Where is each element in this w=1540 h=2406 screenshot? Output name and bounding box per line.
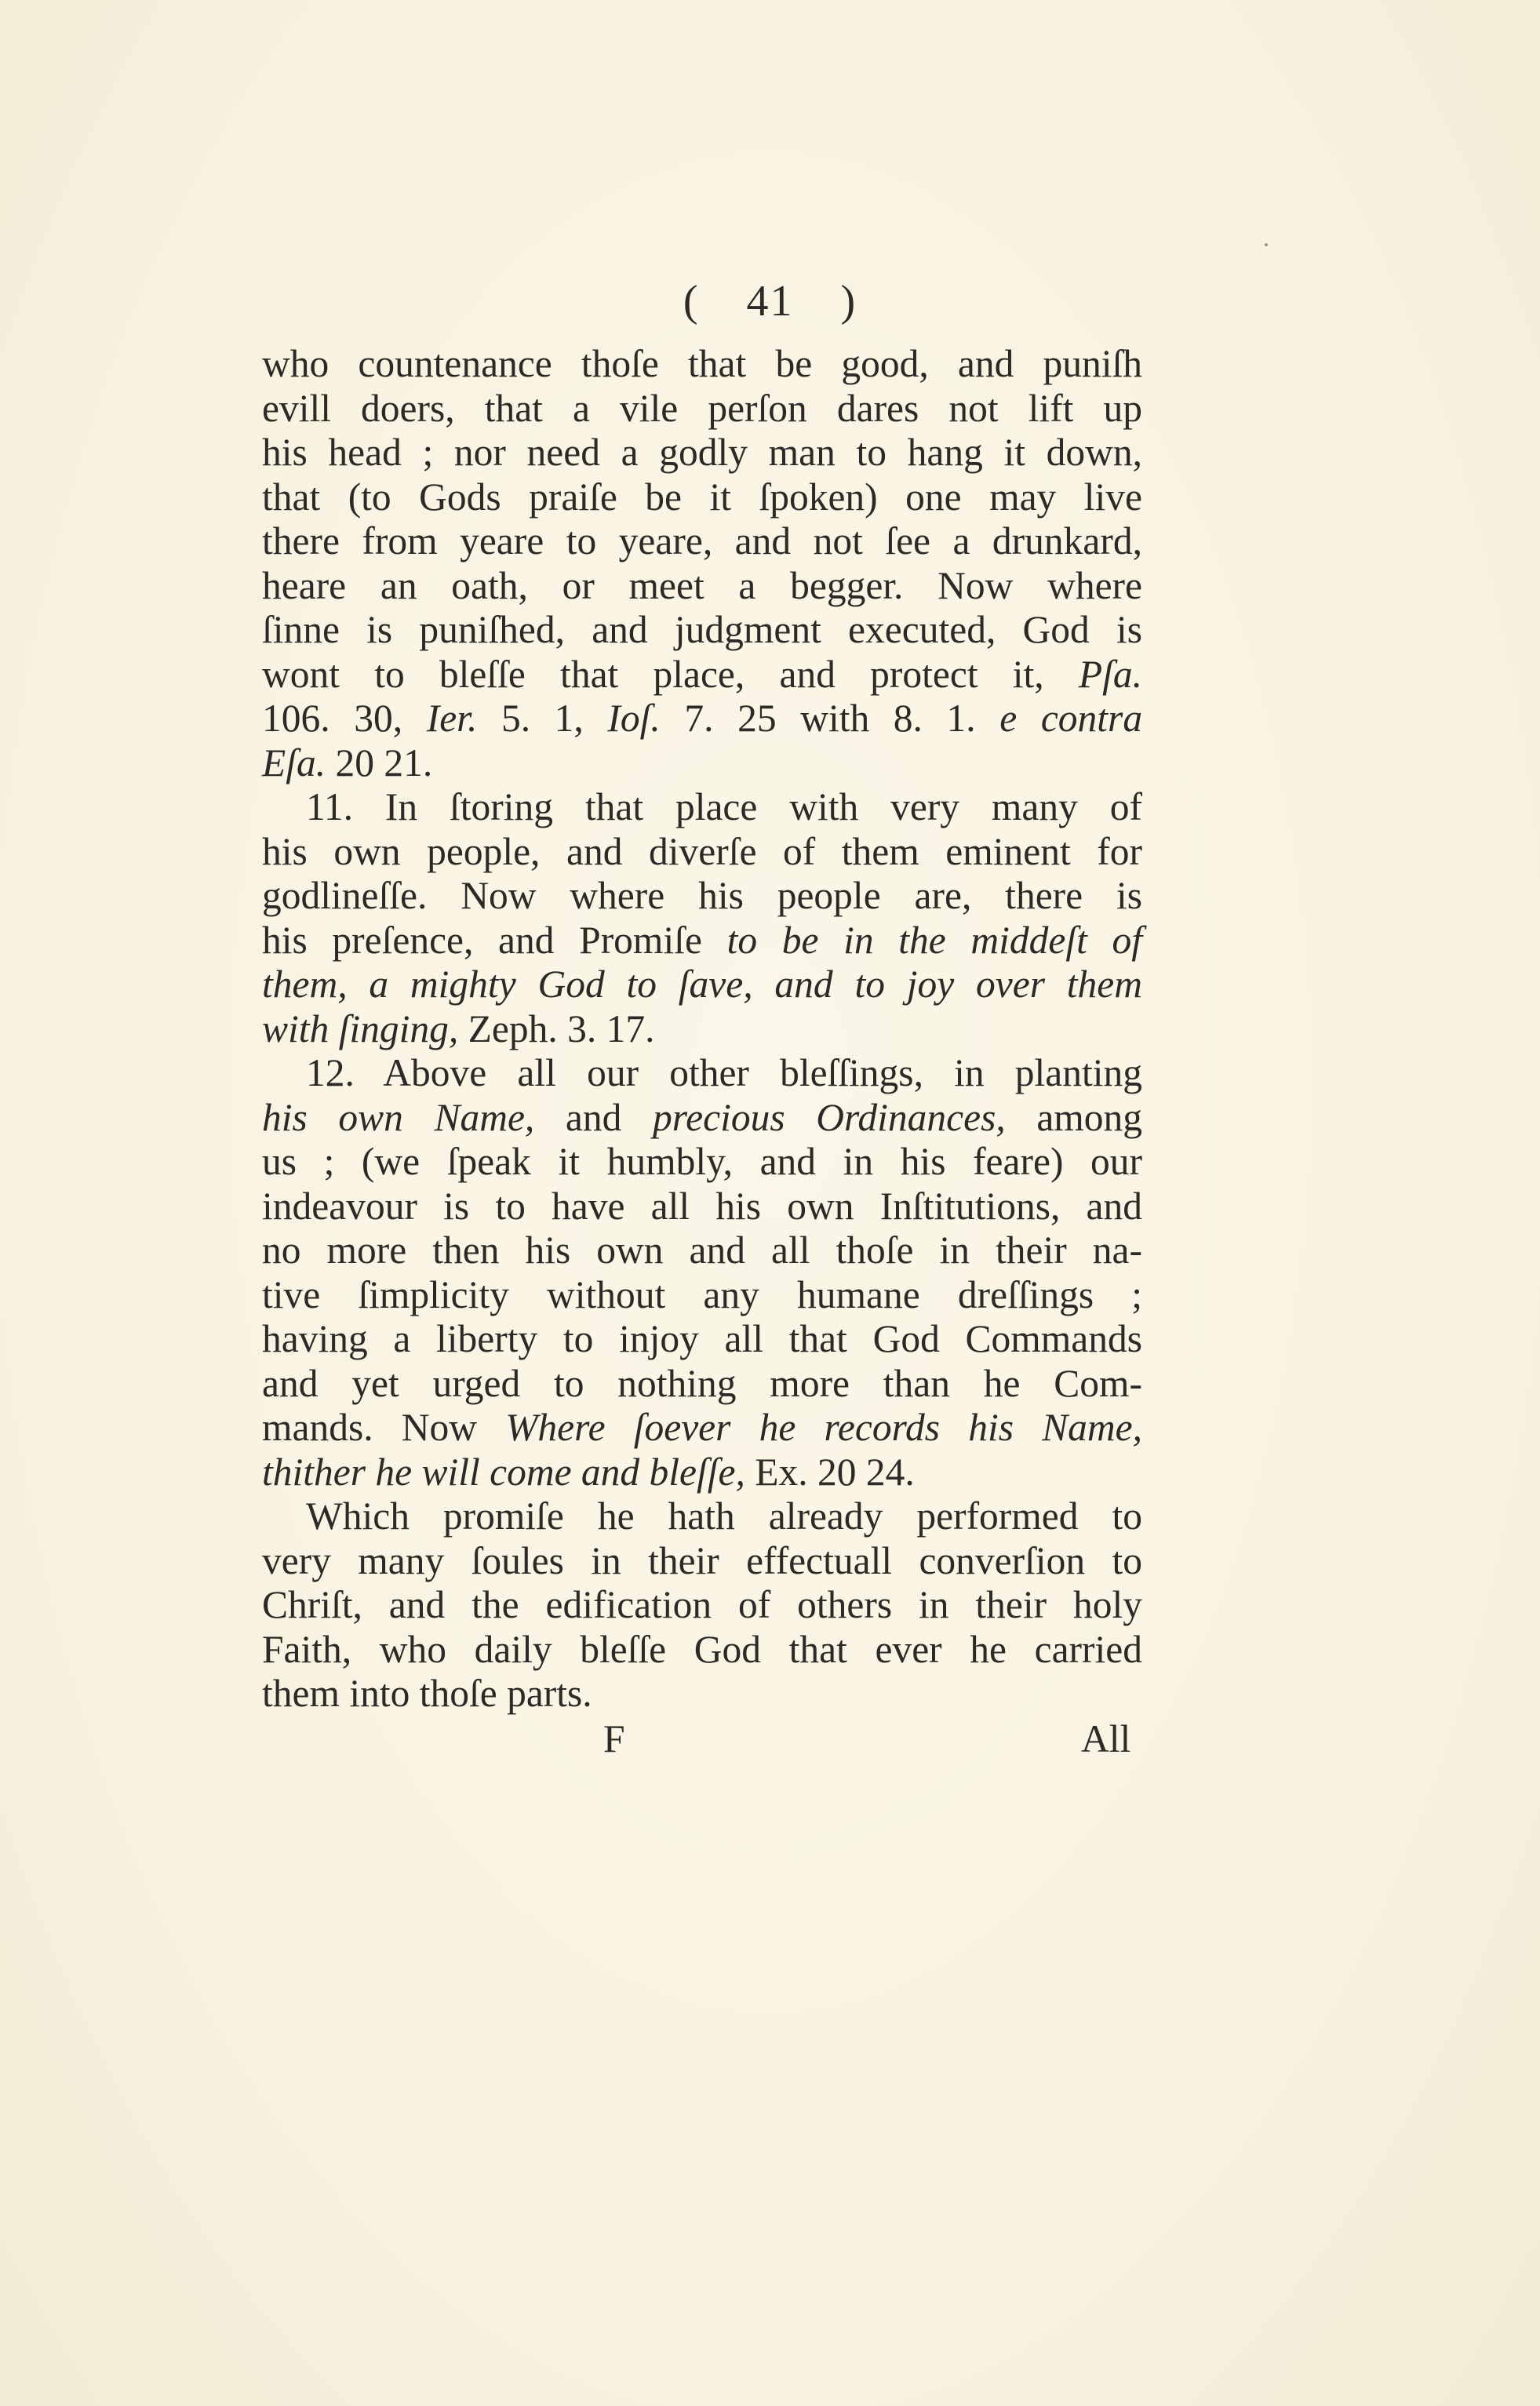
italic-phrase: Where ſoever he records his Name,	[505, 1406, 1142, 1449]
text-line	[262, 697, 1142, 741]
line-text: his preſence, and Promiſe	[262, 918, 702, 962]
line-text: 20 21.	[335, 741, 433, 784]
line-text: 5. 1,	[501, 697, 584, 740]
text-line	[262, 1096, 1142, 1141]
text-line	[262, 919, 1142, 963]
text-line: no more then his own and all thoſe in their na-	[262, 1228, 1142, 1272]
text-line: that (to Gods praiſe be it ſpoken) one may live	[262, 475, 1142, 519]
paren-open: (	[683, 277, 700, 326]
text-line	[262, 1007, 1142, 1052]
text-line: Chriſt, and the edification of others in their holy	[262, 1583, 1142, 1626]
text-line: them into thoſe parts.	[262, 1672, 592, 1715]
text-line: Faith, who daily bleſſe God that ever he carried	[262, 1627, 1142, 1671]
italic-phrase: them, a mighty God to ſave, and to joy over them	[262, 963, 1142, 1006]
text-line: his own people, and diverſe of them eminent for	[262, 829, 1142, 873]
scripture-ref: Eſa.	[262, 741, 326, 784]
text-line: heare an oath, or meet a begger. Now where	[262, 563, 1142, 607]
italic-phrase: with ſinging,	[262, 1006, 459, 1050]
text-line: and yet urged to nothing more than he Com-	[262, 1361, 1142, 1405]
text-line	[262, 1406, 1142, 1451]
line-text: mands. Now	[262, 1406, 478, 1449]
italic-phrase: precious Ordinances,	[652, 1095, 1006, 1139]
text-line: ſinne is puniſhed, and judgment executed, God is	[262, 608, 1142, 651]
body-text	[262, 342, 1142, 1716]
line-text: 7. 25 with 8. 1.	[684, 697, 976, 740]
text-line: indeavour is to have all his own Inſtitutions, and	[262, 1184, 1142, 1228]
text-line: there from yeare to yeare, and not ſee a drunkard,	[262, 519, 1142, 562]
text-line: Which promiſe he hath already performed to	[306, 1494, 1142, 1538]
text-line: who countenance thoſe that be good, and puniſh	[262, 342, 1142, 385]
page-number	[0, 276, 1540, 326]
text-line: very many ſoules in their effectuall converſion to	[262, 1538, 1142, 1582]
text-line	[262, 1451, 1142, 1495]
text-line: his head ; nor need a godly man to hang it down,	[262, 431, 1142, 474]
scripture-ref: Ioſ.	[607, 697, 661, 740]
italic-phrase: thither he will come and bleſſe,	[262, 1450, 745, 1494]
text-line: us ; (we ſpeak it humbly, and in his feare) our	[262, 1140, 1142, 1183]
italic-phrase: e contra	[999, 697, 1143, 740]
line-text: 106. 30,	[262, 697, 403, 740]
signature-mark: F	[603, 1717, 625, 1760]
scripture-ref: Ex. 20 24.	[755, 1450, 915, 1494]
text-line: godlineſſe. Now where his people are, there is	[262, 874, 1142, 917]
text-line	[262, 963, 1142, 1007]
text-line: 12. Above all our other bleſſings, in planting	[306, 1051, 1142, 1094]
italic-phrase: to be in the middeſt of	[726, 918, 1142, 962]
line-text: among	[1036, 1095, 1143, 1139]
catchword: All	[1081, 1717, 1131, 1760]
text-line: having a liberty to injoy all that God Commands	[262, 1317, 1142, 1360]
text-line: 11. In ſtoring that place with very many of	[306, 785, 1142, 828]
scripture-ref: Zeph. 3. 17.	[468, 1006, 655, 1050]
paper-speck	[1265, 243, 1268, 246]
text-line: evill doers, that a vile perſon dares not lift up	[262, 386, 1142, 430]
paren-close: )	[840, 277, 857, 326]
scripture-ref: Pſa.	[1078, 652, 1142, 696]
scripture-ref: Ier.	[426, 697, 478, 740]
line-text: wont to bleſſe that place, and protect it,	[262, 652, 1044, 696]
folio-number: 41	[746, 277, 794, 326]
text-line	[262, 741, 1142, 786]
text-line	[262, 653, 1142, 697]
line-text: and	[565, 1095, 622, 1139]
italic-phrase: his own Name,	[262, 1095, 535, 1139]
text-line: tive ſimplicity without any humane dreſſings ;	[262, 1272, 1142, 1316]
